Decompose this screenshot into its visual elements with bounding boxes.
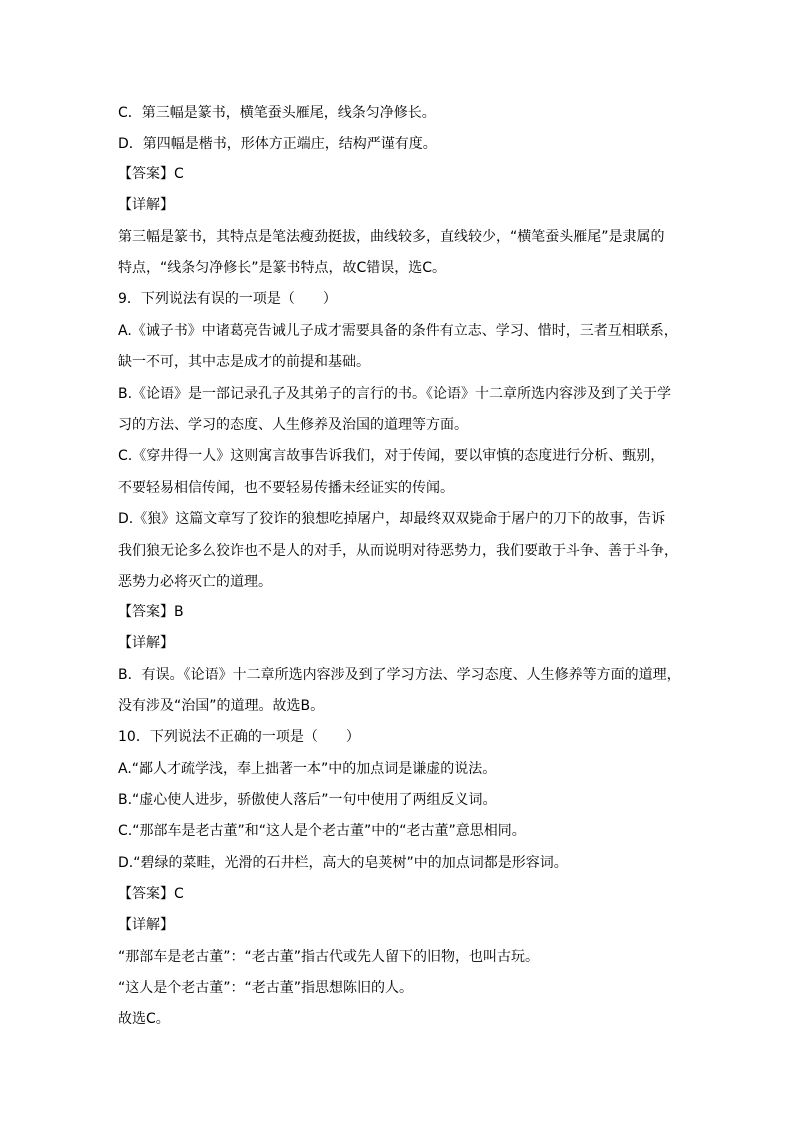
explanation-text: B．有误。《论语》十二章所选内容涉及到了学习方法、学习态度、人生修养等方面的道理， [118, 667, 681, 683]
explanation-label: 【详解】 [118, 635, 174, 651]
option-b-line: 习的方法、学习的态度、人生修养及治国的道理等方面。 [118, 417, 468, 433]
explanation-text: 特点，“线条匀净修长”是篆书特点，故C错误，选C。 [118, 260, 447, 276]
explanation-text: 没有涉及“治国”的道理。故选B。 [118, 698, 325, 714]
option-c-line: C.《穿井得一人》这则寓言故事告诉我们，对于传闻，要以审慎的态度进行分析、甄别， [118, 448, 665, 464]
answer-label: 【答案】C [118, 166, 184, 182]
explanation-text: 第三幅是篆书，其特点是笔法瘦劲挺拔，曲线较多，直线较少，“横笔蚕头雁尾”是隶属的 [118, 229, 665, 245]
option-d-line: D.“碧绿的菜畦，光滑的石井栏，高大的皂荚树”中的加点词都是形容词。 [118, 855, 568, 871]
option-a-line: 缺一不可，其中志是成才的前提和基础。 [118, 354, 370, 370]
question-10: 10．下列说法不正确的一项是（ ） [118, 729, 360, 745]
option-a-line: A.《诫子书》中诸葛亮告诫儿子成才需要具备的条件有立志、学习、惜时，三者互相联系， [118, 323, 678, 339]
option-b-line: B.“虚心使人进步，骄傲使人落后”一句中使用了两组反义词。 [118, 792, 497, 808]
option-a-line: A.“鄙人才疏学浅，奉上拙著一本”中的加点词是谦虚的说法。 [118, 761, 497, 777]
explanation-label: 【详解】 [118, 197, 174, 213]
option-d-line: D.《狼》这篇文章写了狡诈的狼想吃掉屠户，却最终双双毙命于屠户的刀下的故事，告诉 [118, 511, 666, 527]
option-d-line: 我们狼无论多么狡诈也不是人的对手，从而说明对待恶势力，我们要敢于斗争、善于斗争， [118, 543, 678, 559]
option-c-line: 不要轻易相信传闻，也不要轻易传播未经证实的传闻。 [118, 480, 454, 496]
option-b-line: B.《论语》是一部记录孔子及其弟子的言行的书。《论语》十二章所选内容涉及到了关于学 [118, 386, 672, 402]
explanation-text: “那部车是老古董”：“老古董”指古代或先人留下的旧物，也叫古玩。 [118, 949, 540, 965]
question-9: 9．下列说法有误的一项是（ ） [118, 291, 337, 307]
explanation-text: “这人是个老古董”：“老古董”指思想陈旧的人。 [118, 980, 414, 996]
answer-label: 【答案】C [118, 886, 184, 902]
option-c-line: C.“那部车是老古董”和“这人是个老古董”中的“老古董”意思相同。 [118, 823, 526, 839]
explanation-text: 故选C。 [118, 1011, 170, 1027]
answer-label: 【答案】B [118, 604, 184, 620]
option-d-line: 恶势力必将灭亡的道理。 [118, 574, 272, 590]
option-c-line: C．第三幅是篆书，横笔蚕头雁尾，线条匀净修长。 [118, 105, 436, 121]
option-d-line: D．第四幅是楷书，形体方正端庄，结构严谨有度。 [118, 136, 437, 152]
explanation-label: 【详解】 [118, 917, 174, 933]
